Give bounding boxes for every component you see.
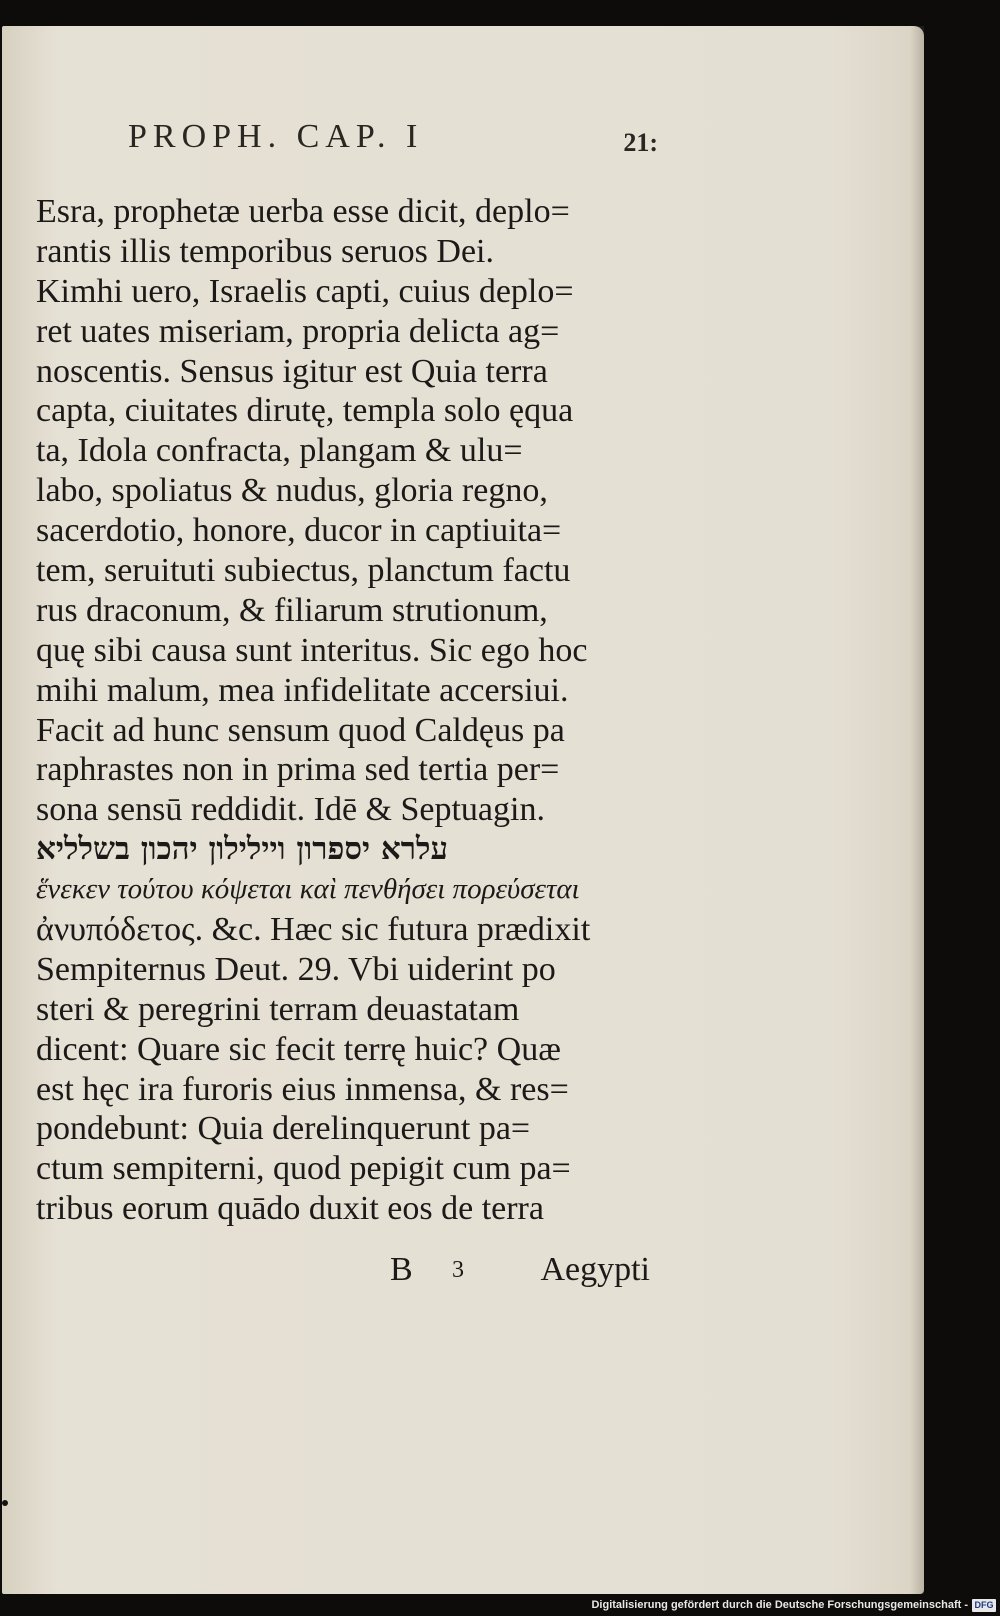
text-line: ta, Idola confracta, plangam & ulu= xyxy=(36,432,523,470)
text-line: est hęc ira furoris eius inmensa, & res= xyxy=(36,1070,569,1108)
hebrew-quotation: עלרא יספרון ויילילון יהכון בשלליא xyxy=(36,831,449,868)
text-line: tribus eorum quādo duxit eos de terra xyxy=(36,1190,544,1228)
text-line: Esra, prophetæ uerba esse dicit, deplo= xyxy=(36,193,570,230)
text-line: dicent: Quare sic fecit terrę huic? Quæ xyxy=(36,1030,561,1068)
text-line: ctum sempiterni, quod pepigit cum pa= xyxy=(36,1150,571,1188)
catchword: Aegypti xyxy=(540,1251,650,1288)
text-line: pondebunt: Quia derelinquerunt pa= xyxy=(36,1110,531,1148)
text-line: ἀνυπόδετος. &c. Hæc sic futura prædixit xyxy=(36,911,591,949)
signature-mark: B xyxy=(390,1251,413,1288)
text-line: rus draconum, & filiarum strutionum, xyxy=(36,591,548,629)
text-line: labo, spoliatus & nudus, gloria regno, xyxy=(36,472,548,510)
body-text xyxy=(36,192,666,1229)
text-line: tem, seruituti subiectus, planctum factu xyxy=(36,552,571,590)
book-page xyxy=(2,26,924,1594)
text-line: raphrastes non in prima sed tertia per= xyxy=(36,751,560,789)
folio-number: 21: xyxy=(623,128,658,157)
text-line: Facit ad hunc sensum quod Caldęus pa xyxy=(36,711,565,749)
text-line: steri & peregrini terram deuastatam xyxy=(36,990,520,1028)
text-line: sacerdotio, honore, ducor in captiuita= xyxy=(36,512,562,550)
text-line: mihi malum, mea infidelitate accersiui. xyxy=(36,671,569,709)
greek-quotation: ἕνεκεν τούτου κόψεται καὶ πενθήσει πορεύσεται xyxy=(36,873,580,906)
signature-number: 3 xyxy=(452,1257,464,1283)
digitization-credit: Digitalisierung gefördert durch die Deutsche Forschungsgemeinschaft - xyxy=(591,1599,968,1611)
text-line: Sempiternus Deut. 29. Vbi uiderint po xyxy=(36,950,556,988)
text-line: quę sibi causa sunt interitus. Sic ego hoc xyxy=(36,631,588,669)
text-line: ret uates miseriam, propria delicta ag= xyxy=(36,312,560,350)
text-line: rantis illis temporibus seruos Dei. xyxy=(36,232,495,270)
scan-dot xyxy=(2,1500,8,1506)
running-head: PROPH. CAP. I xyxy=(128,118,424,155)
page-header xyxy=(128,114,658,174)
page-footer xyxy=(390,1251,650,1291)
text-line: Kimhi uero, Israelis capti, cuius deplo= xyxy=(36,272,574,310)
dfg-logo-icon: DFG xyxy=(972,1599,996,1612)
text-line: capta, ciuitates dirutę, templa solo ęqua xyxy=(36,392,574,430)
text-line: sona sensū reddidit. Idē & Septuagin. xyxy=(36,791,545,829)
text-line: noscentis. Sensus igitur est Quia terra xyxy=(36,352,548,390)
